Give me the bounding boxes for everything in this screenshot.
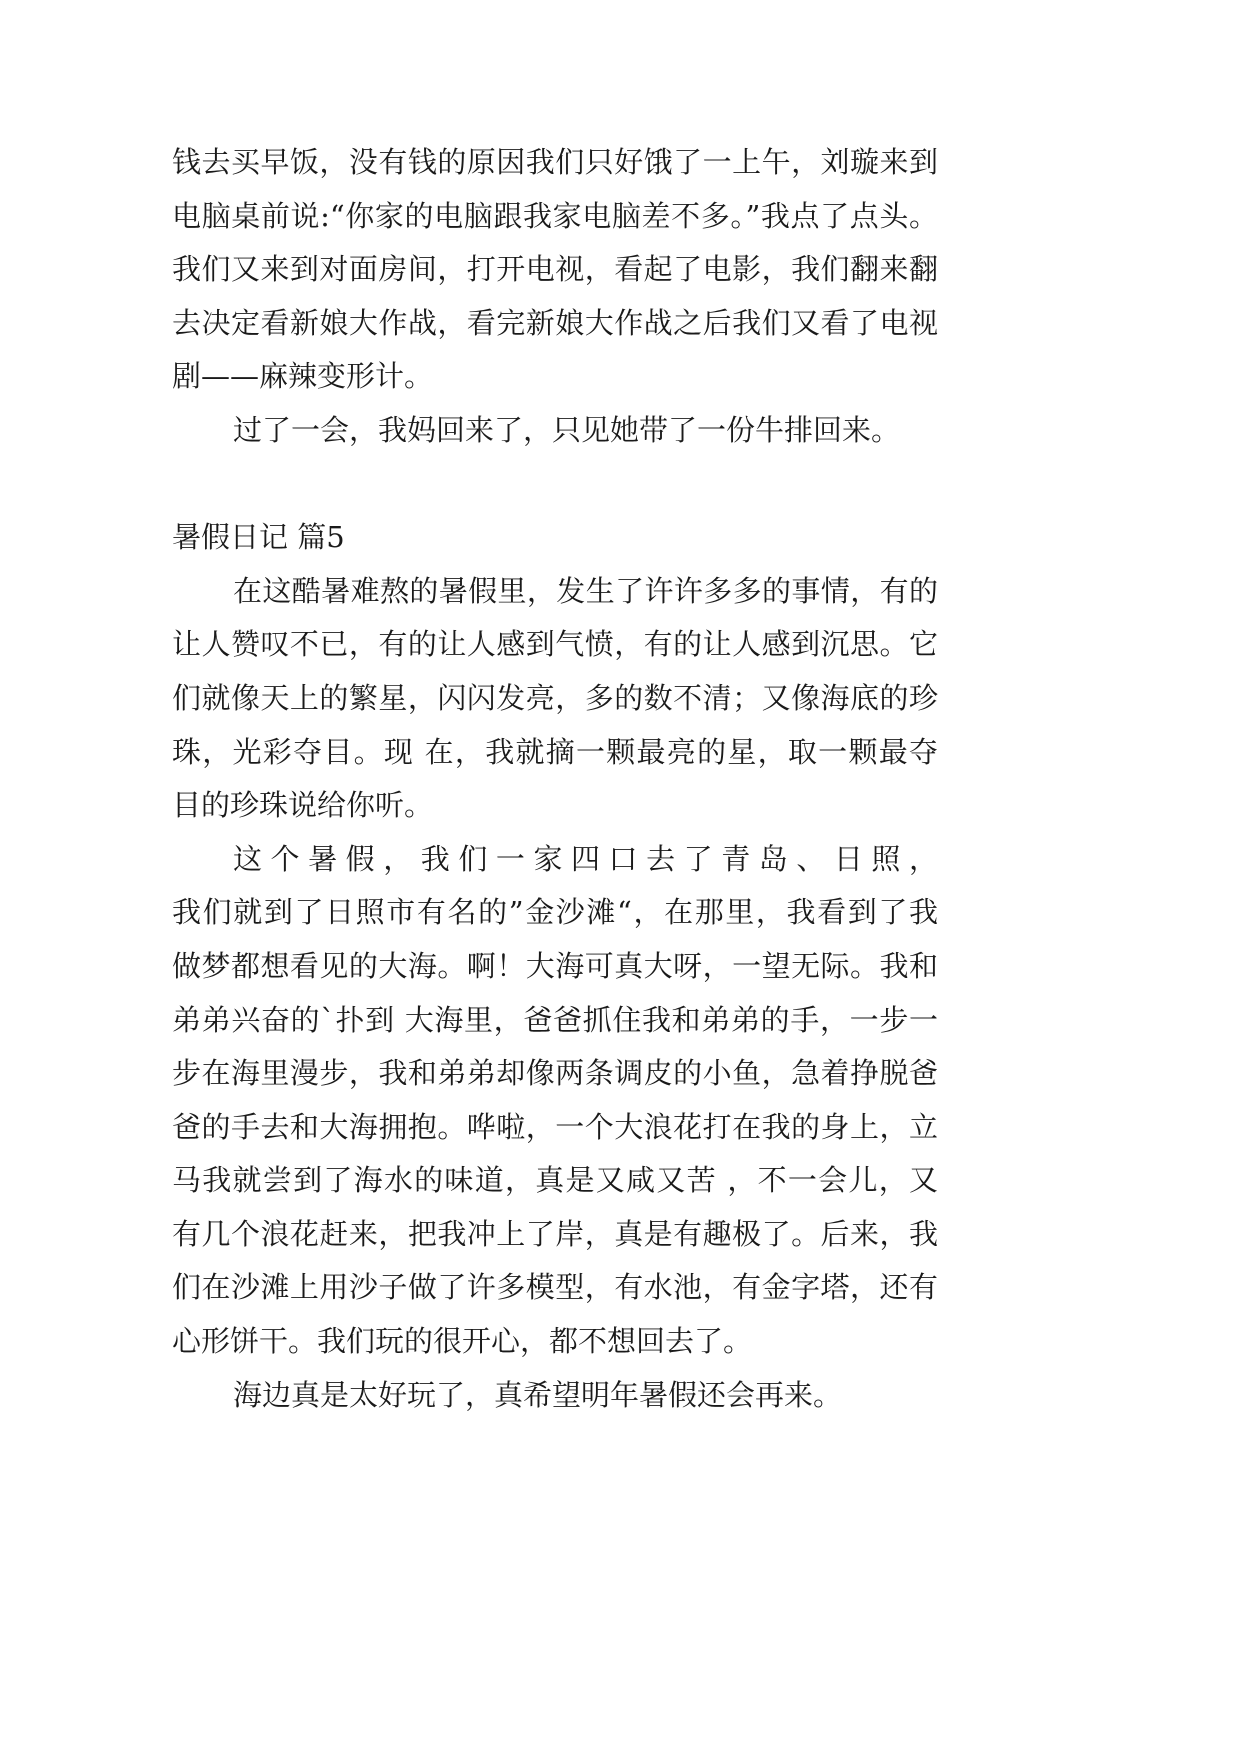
text-line: 心形饼干。我们玩的很开心，都不想回去了。 [172,1324,753,1359]
text-line: 过了一会，我妈回来了，只见她带了一份牛排回来。 [233,412,901,447]
paragraph [172,404,938,458]
paragraph [172,136,938,404]
text-line: 我们又来到对面房间，打开电视，看起了电影，我们翻来翻 [172,252,938,287]
section-diary-5 [172,511,938,1422]
paragraph [172,833,938,1369]
text-line: 爸的手去和大海拥抱。哗啦，一个大浪花打在我的身上，立 [172,1109,938,1144]
text-line: 电脑桌前说:“你家的电脑跟我家电脑差不多。”我点了点头。 [172,198,938,233]
section-heading: 暑假日记 篇5 [172,520,345,555]
section-continuation [172,136,938,458]
text-line: 钱去买早饭，没有钱的原因我们只好饿了一上午，刘璇来到 [172,145,938,179]
text-line: 做梦都想看见的大海。啊！大海可真大呀，一望无际。我和 [172,948,938,983]
text-line: 们就像天上的繁星，闪闪发亮，多的数不清；又像海底的珍 [172,680,938,715]
text-line: 们在沙滩上用沙子做了许多模型，有水池，有金字塔，还有 [172,1270,938,1305]
text-line: 去决定看新娘大作战，看完新娘大作战之后我们又看了电视 [172,305,938,340]
text-line: 马我就尝到了海水的味道，真是又咸又苦 ，不一会儿，又 [172,1163,938,1198]
paragraph [172,565,938,833]
text-line: 海边真是太好玩了，真希望明年暑假还会再来。 [233,1377,843,1412]
text-line: 弟弟兴奋的`扑到 大海里，爸爸抓住我和弟弟的手，一步一 [172,1002,938,1037]
text-line: 这个暑假，我们一家四口去了青岛、日照， [233,841,938,876]
text-line: 有几个浪花赶来，把我冲上了岸，真是有趣极了。后来，我 [172,1216,938,1251]
text-line: 在这酷暑难熬的暑假里，发生了许许多多的事情，有的 [233,573,938,608]
text-line: 目的珍珠说给你听。 [172,788,434,823]
paragraph [172,1369,938,1423]
document-body [172,136,938,1422]
text-line: 剧——麻辣变形计。 [172,359,434,394]
text-line: 我们就到了日照市有名的”金沙滩“，在那里，我看到了我 [172,895,938,930]
text-line: 让人赞叹不已，有的让人感到气愤，有的让人感到沉思。它 [172,627,938,662]
blank-line [172,458,938,512]
text-line: 珠，光彩夺目。现 在，我就摘一颗最亮的星，取一颗最夺 [172,734,938,769]
text-line: 步在海里漫步，我和弟弟却像两条调皮的小鱼，急着挣脱爸 [172,1056,938,1091]
